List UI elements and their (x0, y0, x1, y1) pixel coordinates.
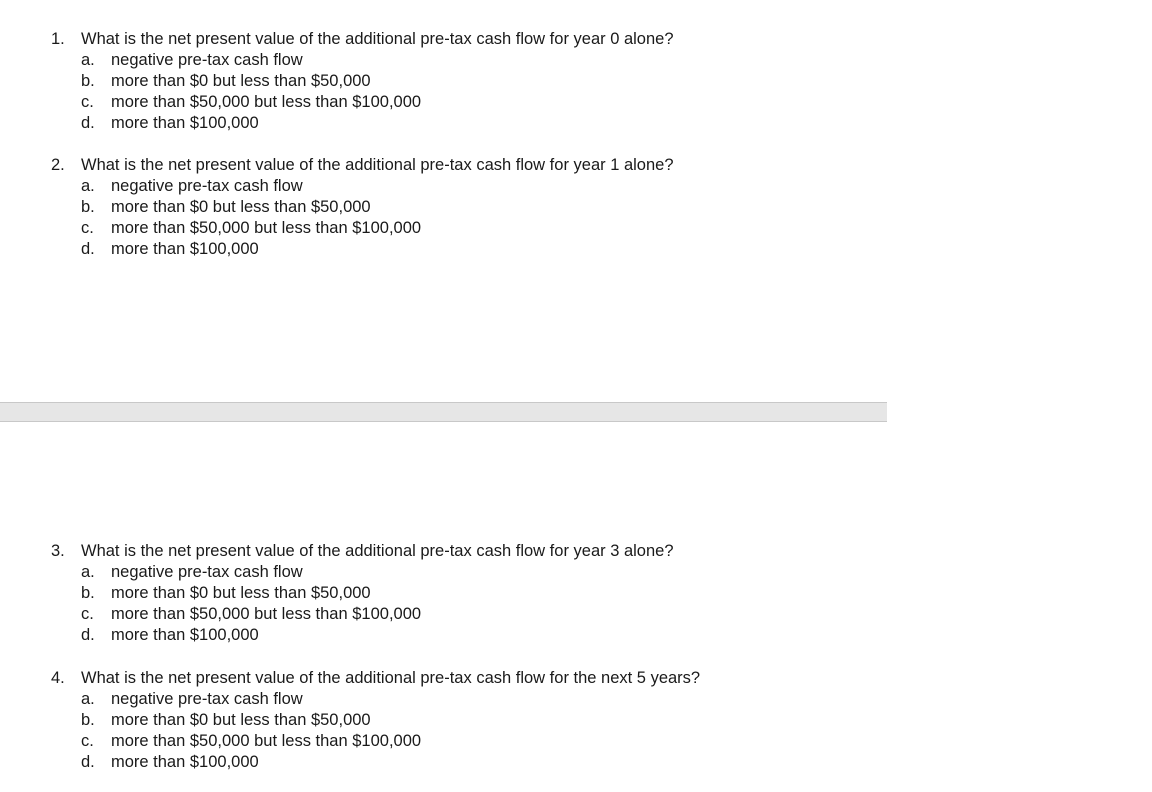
answer-option-a (0, 562, 900, 583)
option-text: more than $100,000 (111, 626, 259, 644)
option-letter: a. (81, 563, 95, 581)
option-letter: c. (81, 732, 94, 750)
option-text: negative pre-tax cash flow (111, 177, 303, 195)
option-text: negative pre-tax cash flow (111, 51, 303, 69)
option-text: more than $0 but less than $50,000 (111, 711, 371, 729)
question-2 (0, 155, 900, 260)
option-letter: b. (81, 72, 95, 90)
answer-option-d (0, 625, 900, 646)
option-text: more than $100,000 (111, 240, 259, 258)
question-4 (0, 668, 900, 773)
option-text: more than $0 but less than $50,000 (111, 198, 371, 216)
answer-option-c (0, 218, 900, 239)
question-line (0, 29, 900, 50)
option-text: more than $50,000 but less than $100,000 (111, 93, 422, 111)
question-text: What is the net present value of the additional pre-tax cash flow for the next 5 years? (81, 669, 701, 687)
question-number: 4. (51, 669, 65, 687)
question-text: What is the net present value of the additional pre-tax cash flow for year 1 alone? (81, 156, 674, 174)
question-line (0, 155, 900, 176)
question-line (0, 668, 900, 689)
question-number: 2. (51, 156, 65, 174)
option-text: more than $50,000 but less than $100,000 (111, 732, 422, 750)
answer-option-a (0, 689, 900, 710)
question-number: 1. (51, 30, 65, 48)
option-text: negative pre-tax cash flow (111, 690, 303, 708)
option-text: more than $50,000 but less than $100,000 (111, 219, 422, 237)
option-letter: b. (81, 584, 95, 602)
option-text: more than $100,000 (111, 114, 259, 132)
question-1 (0, 29, 900, 134)
option-letter: c. (81, 219, 94, 237)
answer-option-d (0, 239, 900, 260)
answer-option-b (0, 197, 900, 218)
option-text: more than $0 but less than $50,000 (111, 72, 371, 90)
option-text: more than $100,000 (111, 753, 259, 771)
option-text: negative pre-tax cash flow (111, 563, 303, 581)
page-break-separator (0, 402, 887, 422)
question-line (0, 541, 900, 562)
answer-option-b (0, 583, 900, 604)
option-text: more than $50,000 but less than $100,000 (111, 605, 422, 623)
option-letter: a. (81, 51, 95, 69)
option-letter: a. (81, 690, 95, 708)
option-letter: b. (81, 711, 95, 729)
answer-option-a (0, 50, 900, 71)
option-letter: c. (81, 605, 94, 623)
option-letter: d. (81, 114, 95, 132)
answer-option-d (0, 113, 900, 134)
answer-option-b (0, 710, 900, 731)
option-letter: c. (81, 93, 94, 111)
question-text: What is the net present value of the additional pre-tax cash flow for year 3 alone? (81, 542, 674, 560)
answer-option-b (0, 71, 900, 92)
option-letter: a. (81, 177, 95, 195)
option-letter: b. (81, 198, 95, 216)
question-text: What is the net present value of the additional pre-tax cash flow for year 0 alone? (81, 30, 674, 48)
question-number: 3. (51, 542, 65, 560)
answer-option-c (0, 92, 900, 113)
answer-option-d (0, 752, 900, 773)
answer-option-c (0, 604, 900, 625)
option-text: more than $0 but less than $50,000 (111, 584, 371, 602)
answer-option-a (0, 176, 900, 197)
answer-option-c (0, 731, 900, 752)
question-3 (0, 541, 900, 646)
option-letter: d. (81, 626, 95, 644)
option-letter: d. (81, 240, 95, 258)
option-letter: d. (81, 753, 95, 771)
